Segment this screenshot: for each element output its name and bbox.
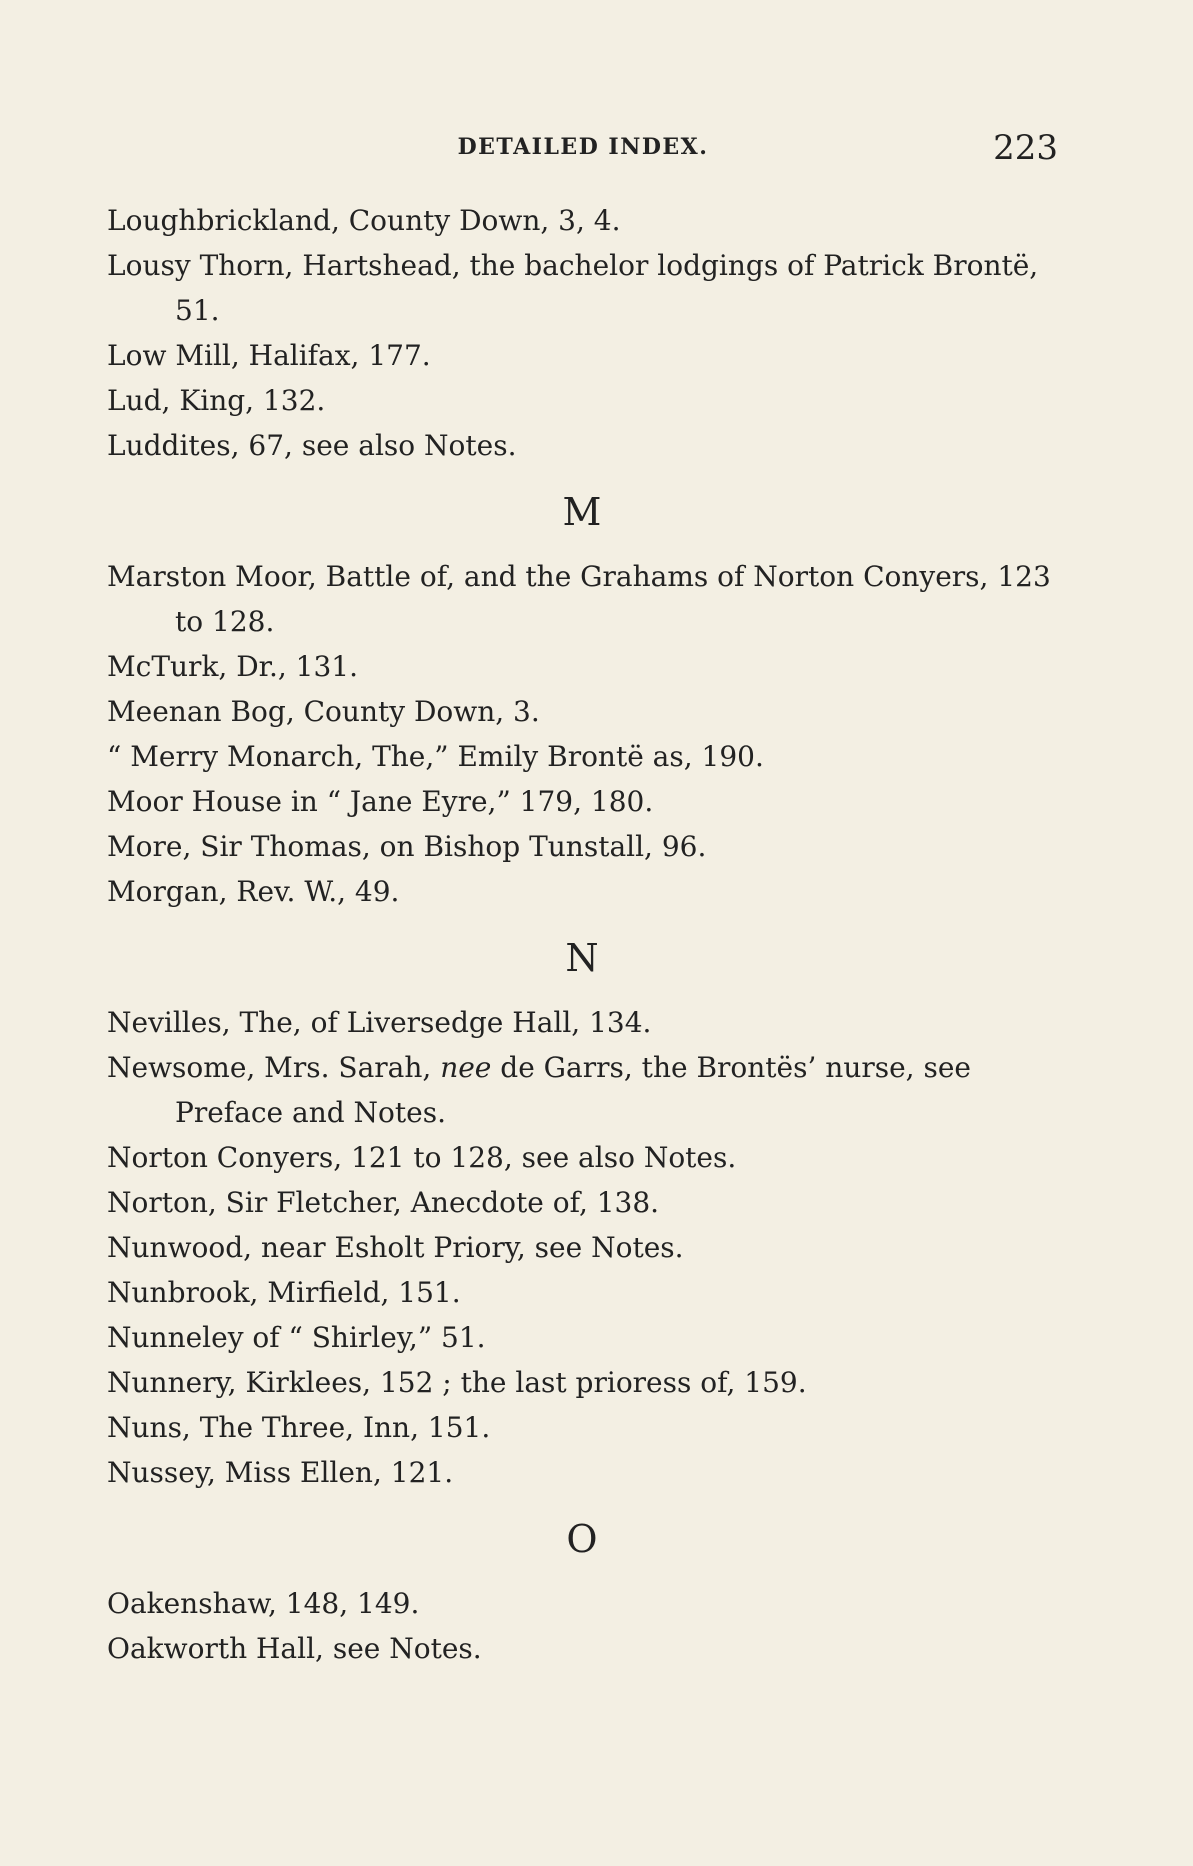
entry-italic: nee [440,1051,492,1084]
entry-text: de Garrs, the Brontës’ nurse, see Preface and Notes. [175,1051,971,1129]
index-entry: “ Merry Monarch, The,” Emily Brontë as, 190. [107,740,764,773]
running-title: DETAILED INDEX. [457,134,709,160]
index-entry: Lousy Thorn, Hartshead, the bachelor lodgings of Patrick Brontë, 51. [107,249,1039,327]
index-entry: Oakenshaw, 148, 149. [107,1587,420,1620]
section-letter-m: M [562,490,602,534]
index-entry: Nunbrook, Mirfield, 151. [107,1276,461,1309]
index-entry: Nunnery, Kirklees, 152 ; the last prioress of, 159. [107,1366,807,1399]
index-entry: Morgan, Rev. W., 49. [107,875,400,908]
index-entry: Nunneley of “ Shirley,” 51. [107,1321,486,1354]
index-entry: Oakworth Hall, see Notes. [107,1632,482,1665]
index-entry: Norton Conyers, 121 to 128, see also Notes. [107,1141,737,1174]
running-head [108,128,1058,168]
index-entry: McTurk, Dr., 131. [107,650,359,683]
index-entry: Nuns, The Three, Inn, 151. [107,1411,491,1444]
index-entry: Loughbrickland, County Down, 3, 4. [107,204,621,237]
index-entry: Low Mill, Halifax, 177. [107,339,431,372]
index-entry: Lud, King, 132. [107,384,326,417]
section-letter-n: N [565,936,599,980]
index-entry: Nunwood, near Esholt Priory, see Notes. [107,1231,684,1264]
index-entry: Moor House in “ Jane Eyre,” 179, 180. [107,785,654,818]
index-entry: More, Sir Thomas, on Bishop Tunstall, 96. [107,830,707,863]
entry-text: Newsome, Mrs. Sarah, [107,1051,441,1084]
index-entry: Norton, Sir Fletcher, Anecdote of, 138. [107,1186,660,1219]
index-entry: Marston Moor, Battle of, and the Grahams of Norton Conyers, 123 to 128. [107,560,1051,638]
index-entry: Nevilles, The, of Liversedge Hall, 134. [107,1006,652,1039]
index-entry: Nussey, Miss Ellen, 121. [107,1456,454,1489]
section-letter-o: O [566,1517,598,1561]
page-number: 223 [993,128,1058,168]
index-entry-newsome [107,1045,1057,1135]
index-body [107,198,1057,1671]
index-entry: Luddites, 67, see also Notes. [107,429,517,462]
index-entry: Meenan Bog, County Down, 3. [107,695,540,728]
